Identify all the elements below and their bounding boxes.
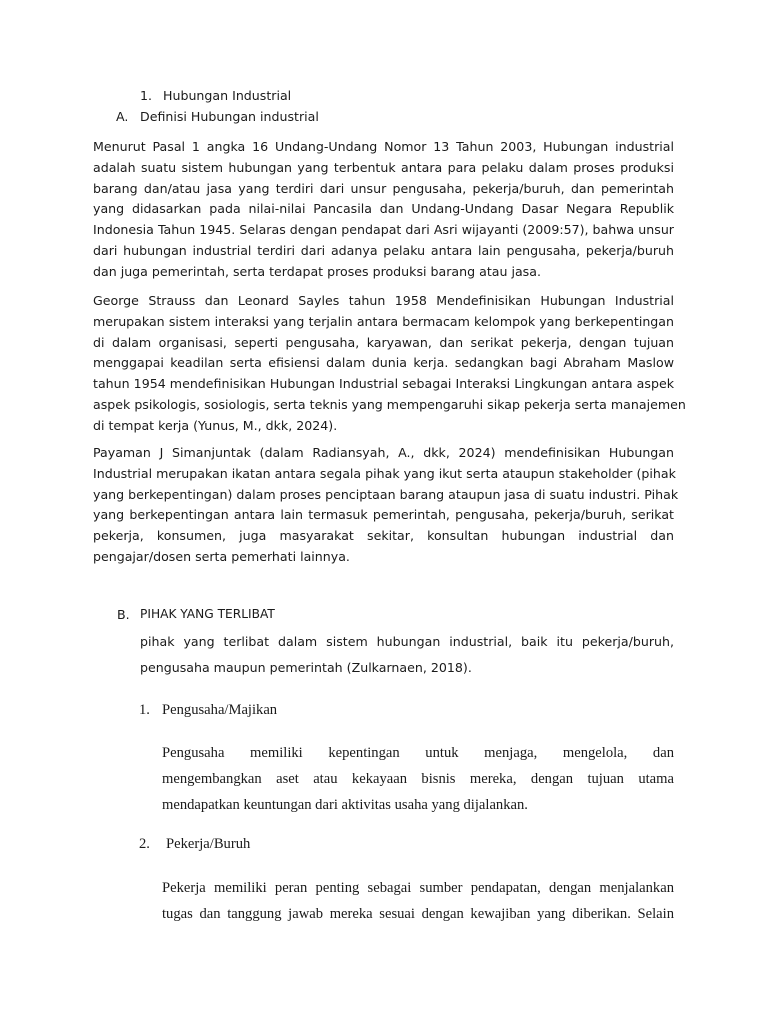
paragraph-line: barang dan/atau jasa yang terdiri dari unsur pengusaha, pekerja/buruh, dan pemerintah	[93, 180, 674, 196]
paragraph-line: dan juga pemerintah, serta terdapat proses produksi barang atau jasa.	[93, 263, 541, 279]
paragraph-line: pihak yang terlibat dalam sistem hubungan industrial, baik itu pekerja/buruh,	[140, 634, 674, 649]
item-2-title: Pekerja/Buruh	[166, 836, 251, 852]
item-1-body	[162, 741, 674, 818]
paragraph-line: yang berkepentingan) dalam proses penciptaan barang ataupun jasa di suatu industri. Pihak	[93, 486, 679, 502]
paragraph-strauss-sayles	[93, 291, 686, 437]
paragraph-pihak-terlibat	[140, 629, 674, 681]
paragraph-line: adalah suatu sistem hubungan yang terbentuk antara para pelaku dalam proses produksi	[93, 159, 674, 175]
paragraph-line: tahun 1954 mendefinisikan Hubungan Industrial sebagai Interaksi Lingkungan antara aspek	[93, 376, 674, 392]
paragraph-line: Menurut Pasal 1 angka 16 Undang-Undang Nomor 13 Tahun 2003, Hubungan industrial	[93, 139, 674, 154]
paragraph-line: mengembangkan aset atau kekayaan bisnis mereka, dengan tujuan utama	[162, 770, 674, 787]
paragraph-line: aspek psikologis, sosiologis, serta teknis yang mempengaruhi sikap pekerja serta manajemen	[93, 396, 686, 412]
paragraph-line: Pekerja memiliki peran penting sebagai sumber pendapatan, dengan menjalankan	[162, 880, 674, 896]
paragraph-line: yang berkepentingan antara lain termasuk pemerintah, pengusaha, pekerja/buruh, serikat	[93, 507, 674, 523]
paragraph-line: pekerja, konsumen, juga masyarakat sekitar, konsultan hubungan industrial dan	[93, 528, 674, 544]
paragraph-line: Pengusaha memiliki kepentingan untuk menjaga, mengelola, dan	[162, 745, 674, 761]
paragraph-line: George Strauss dan Leonard Sayles tahun 1958 Mendefinisikan Hubungan Industrial	[93, 293, 674, 308]
paragraph-line: Industrial merupakan ikatan antara segala pihak yang ikut serta ataupun stakeholder (pihak	[93, 465, 676, 481]
paragraph-line: merupakan sistem interaksi yang terjalin antara bermacam kelompok yang berkepentingan	[93, 313, 674, 329]
item-2-number: 2.	[139, 836, 150, 852]
section-a-title: Definisi Hubungan industrial	[140, 109, 319, 124]
section-b-title: PIHAK YANG TERLIBAT	[140, 607, 275, 621]
paragraph-line: pengusaha maupun pemerintah (Zulkarnaen, 2018).	[140, 659, 472, 675]
item-1-number: 1.	[139, 702, 150, 718]
item-2-body	[162, 876, 674, 928]
paragraph-line: pengajar/dosen serta pemerhati lainnya.	[93, 548, 350, 564]
paragraph-line: Indonesia Tahun 1945. Selaras dengan pendapat dari Asri wijayanti (2009:57), bahwa unsur	[93, 222, 674, 238]
paragraph-line: dari hubungan industrial terdiri dari adanya pelaku antara lain pengusaha, pekerja/buruh	[93, 242, 674, 258]
section-a-letter: A.	[116, 109, 129, 124]
heading-1-number: 1.	[140, 88, 153, 103]
paragraph-line: Payaman J Simanjuntak (dalam Radiansyah, A., dkk, 2024) mendefinisikan Hubungan	[93, 445, 674, 460]
paragraph-line: tugas dan tanggung jawab mereka sesuai dengan kewajiban yang diberikan. Selain	[162, 905, 674, 922]
item-1-title: Pengusaha/Majikan	[162, 702, 278, 718]
paragraph-simanjuntak	[93, 443, 679, 568]
paragraph-line: di dalam organisasi, seperti pengusaha, karyawan, dan serikat pekerja, dengan tujuan	[93, 334, 674, 350]
paragraph-line: yang didasarkan pada nilai-nilai Pancasila dan Undang-Undang Dasar Negara Republik	[93, 201, 674, 217]
paragraph-definition-law	[93, 137, 674, 283]
paragraph-line: menggapai keadilan serta efisiensi dalam dunia kerja. sedangkan bagi Abraham Maslow	[93, 355, 674, 371]
paragraph-line: mendapatkan keuntungan dari aktivitas usaha yang dijalankan.	[162, 796, 528, 813]
section-b-letter: B.	[117, 607, 130, 622]
heading-1-title: Hubungan Industrial	[163, 88, 292, 103]
paragraph-line: di tempat kerja (Yunus, M., dkk, 2024).	[93, 417, 338, 433]
